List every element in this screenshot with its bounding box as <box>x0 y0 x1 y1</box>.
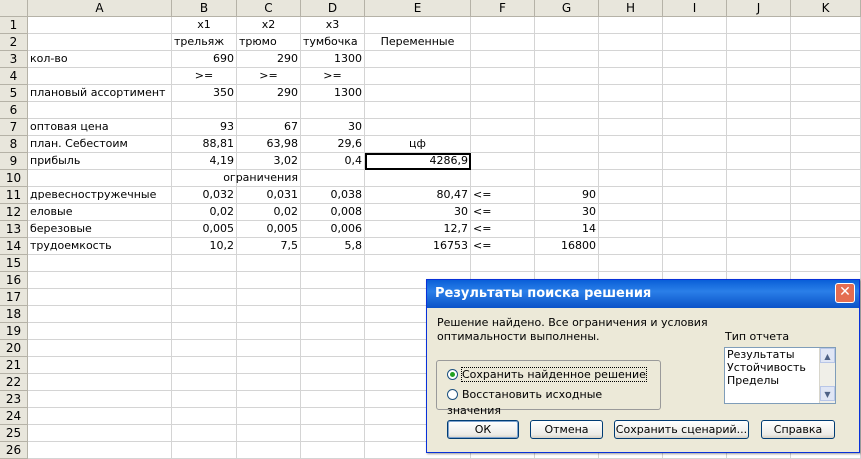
row-header-19[interactable]: 19 <box>0 323 28 340</box>
cell-a1[interactable] <box>28 17 172 34</box>
row-header-4[interactable]: 4 <box>0 68 28 85</box>
cell-c10[interactable]: ограничения <box>237 170 301 187</box>
cell-i9[interactable] <box>663 153 727 170</box>
cell-d18[interactable] <box>301 306 365 323</box>
cell-c24[interactable] <box>237 408 301 425</box>
cell-h2[interactable] <box>599 34 663 51</box>
report-item-results[interactable]: Результаты <box>727 348 795 361</box>
cell-b26[interactable] <box>172 442 237 459</box>
cell-h3[interactable] <box>599 51 663 68</box>
cell-f4[interactable] <box>471 68 535 85</box>
report-type-label: Тип отчета <box>725 330 790 343</box>
column-header-g[interactable]: G <box>535 0 599 17</box>
report-type-list[interactable] <box>724 347 836 404</box>
report-item-limits[interactable]: Пределы <box>727 374 780 387</box>
cell-b12[interactable]: 0,02 <box>172 204 237 221</box>
cell-d14[interactable]: 5,8 <box>301 238 365 255</box>
cell-e1[interactable] <box>365 17 471 34</box>
row-header-1[interactable]: 1 <box>0 17 28 34</box>
cell-f8[interactable] <box>471 136 535 153</box>
cell-h12[interactable] <box>599 204 663 221</box>
cell-k1[interactable] <box>791 17 861 34</box>
cell-d17[interactable] <box>301 289 365 306</box>
cell-b13[interactable]: 0,005 <box>172 221 237 238</box>
radio-keep-label[interactable]: Сохранить найденное решение <box>462 368 646 381</box>
cell-c17[interactable] <box>237 289 301 306</box>
cell-a16[interactable] <box>28 272 172 289</box>
row-header-5[interactable]: 5 <box>0 85 28 102</box>
cell-h9[interactable] <box>599 153 663 170</box>
cell-j9[interactable] <box>727 153 791 170</box>
cell-g4[interactable] <box>535 68 599 85</box>
cell-j5[interactable] <box>727 85 791 102</box>
cell-d22[interactable] <box>301 374 365 391</box>
cell-e12[interactable]: 30 <box>365 204 471 221</box>
cell-c19[interactable] <box>237 323 301 340</box>
cell-b4[interactable]: >= <box>172 68 237 85</box>
cell-f15[interactable] <box>471 255 535 272</box>
cell-b14[interactable]: 10,2 <box>172 238 237 255</box>
cell-j12[interactable] <box>727 204 791 221</box>
save-scenario-button[interactable]: Сохранить сценарий... <box>614 420 749 439</box>
column-header-j[interactable]: J <box>727 0 791 17</box>
cell-g3[interactable] <box>535 51 599 68</box>
cell-h14[interactable] <box>599 238 663 255</box>
cell-c3[interactable]: 290 <box>237 51 301 68</box>
cell-b21[interactable] <box>172 357 237 374</box>
cell-c16[interactable] <box>237 272 301 289</box>
cell-i13[interactable] <box>663 221 727 238</box>
cell-i8[interactable] <box>663 136 727 153</box>
cell-c14[interactable]: 7,5 <box>237 238 301 255</box>
cell-j4[interactable] <box>727 68 791 85</box>
cell-c4[interactable]: >= <box>237 68 301 85</box>
cell-i14[interactable] <box>663 238 727 255</box>
cell-a8[interactable]: план. Себестоим <box>28 136 172 153</box>
cell-e7[interactable] <box>365 119 471 136</box>
column-header-f[interactable]: F <box>471 0 535 17</box>
cell-h8[interactable] <box>599 136 663 153</box>
cell-b18[interactable] <box>172 306 237 323</box>
cell-a6[interactable] <box>28 102 172 119</box>
column-header-a[interactable]: A <box>28 0 172 17</box>
row-header-18[interactable]: 18 <box>0 306 28 323</box>
cell-f5[interactable] <box>471 85 535 102</box>
row-header-25[interactable]: 25 <box>0 425 28 442</box>
cell-d11[interactable]: 0,038 <box>301 187 365 204</box>
cell-b17[interactable] <box>172 289 237 306</box>
row-header-12[interactable]: 12 <box>0 204 28 221</box>
radio-restore-label[interactable]: Восстановить исходные значения <box>447 388 603 417</box>
cell-k9[interactable] <box>791 153 861 170</box>
cell-j11[interactable] <box>727 187 791 204</box>
cell-d15[interactable] <box>301 255 365 272</box>
cell-e9[interactable]: 4286,9 <box>365 153 471 170</box>
cell-d13[interactable]: 0,006 <box>301 221 365 238</box>
cell-e6[interactable] <box>365 102 471 119</box>
cell-j8[interactable] <box>727 136 791 153</box>
cell-i7[interactable] <box>663 119 727 136</box>
cell-c6[interactable] <box>237 102 301 119</box>
cell-c12[interactable]: 0,02 <box>237 204 301 221</box>
cell-k4[interactable] <box>791 68 861 85</box>
cell-f3[interactable] <box>471 51 535 68</box>
cell-c26[interactable] <box>237 442 301 459</box>
cell-a13[interactable]: березовые <box>28 221 172 238</box>
cell-a15[interactable] <box>28 255 172 272</box>
cell-g14[interactable]: 16800 <box>535 238 599 255</box>
cell-g6[interactable] <box>535 102 599 119</box>
cell-b6[interactable] <box>172 102 237 119</box>
cell-a23[interactable] <box>28 391 172 408</box>
row-header-15[interactable]: 15 <box>0 255 28 272</box>
cell-b15[interactable] <box>172 255 237 272</box>
cell-k10[interactable] <box>791 170 861 187</box>
cell-d5[interactable]: 1300 <box>301 85 365 102</box>
ok-button[interactable]: ОК <box>447 420 519 439</box>
column-header-k[interactable]: K <box>791 0 861 17</box>
cell-b5[interactable]: 350 <box>172 85 237 102</box>
cell-h6[interactable] <box>599 102 663 119</box>
column-header-c[interactable]: C <box>237 0 301 17</box>
cell-j13[interactable] <box>727 221 791 238</box>
cell-i15[interactable] <box>663 255 727 272</box>
cell-c23[interactable] <box>237 391 301 408</box>
cell-b2[interactable]: трельяж <box>172 34 237 51</box>
cell-c1[interactable]: x2 <box>237 17 301 34</box>
cell-a19[interactable] <box>28 323 172 340</box>
scroll-up-icon[interactable]: ▲ <box>820 348 835 363</box>
cell-h1[interactable] <box>599 17 663 34</box>
cell-b1[interactable]: x1 <box>172 17 237 34</box>
cell-f7[interactable] <box>471 119 535 136</box>
row-header-20[interactable]: 20 <box>0 340 28 357</box>
dialog-title-bar[interactable] <box>427 280 859 308</box>
row-header-8[interactable]: 8 <box>0 136 28 153</box>
cell-b23[interactable] <box>172 391 237 408</box>
column-header-h[interactable]: H <box>599 0 663 17</box>
cell-c9[interactable]: 3,02 <box>237 153 301 170</box>
cell-c25[interactable] <box>237 425 301 442</box>
cell-b22[interactable] <box>172 374 237 391</box>
row-header-26[interactable]: 26 <box>0 442 28 459</box>
cell-i5[interactable] <box>663 85 727 102</box>
cell-d8[interactable]: 29,6 <box>301 136 365 153</box>
cell-e15[interactable] <box>365 255 471 272</box>
cell-e8[interactable]: цф <box>365 136 471 153</box>
cell-f11[interactable]: <= <box>471 187 535 204</box>
cell-a26[interactable] <box>28 442 172 459</box>
cell-d6[interactable] <box>301 102 365 119</box>
cell-j7[interactable] <box>727 119 791 136</box>
cell-k3[interactable] <box>791 51 861 68</box>
cell-i2[interactable] <box>663 34 727 51</box>
row-header-3[interactable]: 3 <box>0 51 28 68</box>
cell-h13[interactable] <box>599 221 663 238</box>
row-header-14[interactable]: 14 <box>0 238 28 255</box>
row-header-10[interactable]: 10 <box>0 170 28 187</box>
cell-i11[interactable] <box>663 187 727 204</box>
cell-c15[interactable] <box>237 255 301 272</box>
cell-k14[interactable] <box>791 238 861 255</box>
solver-results-dialog <box>426 279 860 453</box>
cell-j1[interactable] <box>727 17 791 34</box>
cell-i1[interactable] <box>663 17 727 34</box>
cell-h4[interactable] <box>599 68 663 85</box>
cell-k6[interactable] <box>791 102 861 119</box>
cell-c18[interactable] <box>237 306 301 323</box>
cell-c2[interactable]: трюмо <box>237 34 301 51</box>
close-icon[interactable]: ✕ <box>835 283 855 303</box>
cell-a21[interactable] <box>28 357 172 374</box>
cell-j15[interactable] <box>727 255 791 272</box>
cell-d2[interactable]: тумбочка <box>301 34 365 51</box>
cell-a9[interactable]: прибыль <box>28 153 172 170</box>
column-header-d[interactable]: D <box>301 0 365 17</box>
column-header-b[interactable]: B <box>172 0 237 17</box>
cell-b9[interactable]: 4,19 <box>172 153 237 170</box>
cell-d24[interactable] <box>301 408 365 425</box>
cell-e2[interactable]: Переменные <box>365 34 471 51</box>
cell-c11[interactable]: 0,031 <box>237 187 301 204</box>
cell-e10[interactable] <box>365 170 471 187</box>
report-item-sensitivity[interactable]: Устойчивость <box>727 361 806 374</box>
cell-e3[interactable] <box>365 51 471 68</box>
row-header-16[interactable]: 16 <box>0 272 28 289</box>
row-header-7[interactable]: 7 <box>0 119 28 136</box>
cell-k5[interactable] <box>791 85 861 102</box>
cell-g15[interactable] <box>535 255 599 272</box>
cell-d4[interactable]: >= <box>301 68 365 85</box>
radio-selected-icon[interactable] <box>447 369 458 380</box>
cell-j14[interactable] <box>727 238 791 255</box>
cell-d3[interactable]: 1300 <box>301 51 365 68</box>
cell-i10[interactable] <box>663 170 727 187</box>
cell-g7[interactable] <box>535 119 599 136</box>
cell-a24[interactable] <box>28 408 172 425</box>
radio-restore-values[interactable] <box>447 387 657 417</box>
cell-c8[interactable]: 63,98 <box>237 136 301 153</box>
row-header-21[interactable]: 21 <box>0 357 28 374</box>
cell-d25[interactable] <box>301 425 365 442</box>
row-header-17[interactable]: 17 <box>0 289 28 306</box>
cell-b16[interactable] <box>172 272 237 289</box>
row-header-23[interactable]: 23 <box>0 391 28 408</box>
cell-g8[interactable] <box>535 136 599 153</box>
cell-k13[interactable] <box>791 221 861 238</box>
cell-g5[interactable] <box>535 85 599 102</box>
cell-e13[interactable]: 12,7 <box>365 221 471 238</box>
cell-g12[interactable]: 30 <box>535 204 599 221</box>
cell-c7[interactable]: 67 <box>237 119 301 136</box>
report-list-scrollbar[interactable] <box>819 348 835 403</box>
cell-j2[interactable] <box>727 34 791 51</box>
cell-g1[interactable] <box>535 17 599 34</box>
cell-a7[interactable]: оптовая цена <box>28 119 172 136</box>
cell-k11[interactable] <box>791 187 861 204</box>
cell-a5[interactable]: плановый ассортимент <box>28 85 172 102</box>
cell-d20[interactable] <box>301 340 365 357</box>
row-header-2[interactable]: 2 <box>0 34 28 51</box>
cell-f13[interactable]: <= <box>471 221 535 238</box>
cell-d12[interactable]: 0,008 <box>301 204 365 221</box>
cell-k15[interactable] <box>791 255 861 272</box>
cell-i12[interactable] <box>663 204 727 221</box>
cell-j10[interactable] <box>727 170 791 187</box>
cell-a4[interactable] <box>28 68 172 85</box>
row-header-11[interactable]: 11 <box>0 187 28 204</box>
cell-b25[interactable] <box>172 425 237 442</box>
cell-a3[interactable]: кол-во <box>28 51 172 68</box>
cell-k2[interactable] <box>791 34 861 51</box>
cell-d10[interactable] <box>301 170 365 187</box>
cell-i6[interactable] <box>663 102 727 119</box>
cancel-button[interactable]: Отмена <box>530 420 603 439</box>
cell-k12[interactable] <box>791 204 861 221</box>
select-all-corner[interactable] <box>0 0 28 17</box>
cell-e11[interactable]: 80,47 <box>365 187 471 204</box>
cell-a17[interactable] <box>28 289 172 306</box>
cell-a22[interactable] <box>28 374 172 391</box>
cell-a14[interactable]: трудоемкость <box>28 238 172 255</box>
cell-i4[interactable] <box>663 68 727 85</box>
cell-a18[interactable] <box>28 306 172 323</box>
help-button[interactable]: Справка <box>761 420 835 439</box>
cell-g9[interactable] <box>535 153 599 170</box>
cell-g11[interactable]: 90 <box>535 187 599 204</box>
cell-f6[interactable] <box>471 102 535 119</box>
cell-d1[interactable]: x3 <box>301 17 365 34</box>
cell-c20[interactable] <box>237 340 301 357</box>
cell-d7[interactable]: 30 <box>301 119 365 136</box>
solution-options-group <box>436 360 661 417</box>
radio-keep-solution[interactable] <box>447 367 657 383</box>
cell-g13[interactable]: 14 <box>535 221 599 238</box>
cell-j3[interactable] <box>727 51 791 68</box>
cell-k7[interactable] <box>791 119 861 136</box>
cell-f9[interactable] <box>471 153 535 170</box>
dialog-title: Результаты поиска решения <box>435 286 652 301</box>
cell-a10[interactable] <box>28 170 172 187</box>
cell-h5[interactable] <box>599 85 663 102</box>
cell-b8[interactable]: 88,81 <box>172 136 237 153</box>
row-header-9[interactable]: 9 <box>0 153 28 170</box>
cell-k8[interactable] <box>791 136 861 153</box>
cell-b11[interactable]: 0,032 <box>172 187 237 204</box>
row-header-13[interactable]: 13 <box>0 221 28 238</box>
cell-f12[interactable]: <= <box>471 204 535 221</box>
cell-a20[interactable] <box>28 340 172 357</box>
cell-a12[interactable]: еловые <box>28 204 172 221</box>
cell-a25[interactable] <box>28 425 172 442</box>
cell-b3[interactable]: 690 <box>172 51 237 68</box>
cell-e14[interactable]: 16753 <box>365 238 471 255</box>
cell-i3[interactable] <box>663 51 727 68</box>
cell-d26[interactable] <box>301 442 365 459</box>
column-header-e[interactable]: E <box>365 0 471 17</box>
cell-f14[interactable]: <= <box>471 238 535 255</box>
cell-b20[interactable] <box>172 340 237 357</box>
cell-f1[interactable] <box>471 17 535 34</box>
row-header-22[interactable]: 22 <box>0 374 28 391</box>
cell-b19[interactable] <box>172 323 237 340</box>
cell-a11[interactable]: древесностружечные <box>28 187 172 204</box>
cell-a2[interactable] <box>28 34 172 51</box>
cell-f10[interactable] <box>471 170 535 187</box>
cell-f2[interactable] <box>471 34 535 51</box>
cell-c22[interactable] <box>237 374 301 391</box>
cell-c13[interactable]: 0,005 <box>237 221 301 238</box>
cell-h7[interactable] <box>599 119 663 136</box>
cell-d16[interactable] <box>301 272 365 289</box>
scroll-down-icon[interactable]: ▼ <box>820 386 835 401</box>
cell-h15[interactable] <box>599 255 663 272</box>
cell-h11[interactable] <box>599 187 663 204</box>
row-header-6[interactable]: 6 <box>0 102 28 119</box>
cell-g2[interactable] <box>535 34 599 51</box>
cell-d21[interactable] <box>301 357 365 374</box>
cell-d9[interactable]: 0,4 <box>301 153 365 170</box>
cell-d23[interactable] <box>301 391 365 408</box>
cell-h10[interactable] <box>599 170 663 187</box>
cell-d19[interactable] <box>301 323 365 340</box>
cell-g10[interactable] <box>535 170 599 187</box>
cell-c21[interactable] <box>237 357 301 374</box>
cell-j6[interactable] <box>727 102 791 119</box>
cell-e5[interactable] <box>365 85 471 102</box>
column-header-i[interactable]: I <box>663 0 727 17</box>
row-header-24[interactable]: 24 <box>0 408 28 425</box>
cell-b24[interactable] <box>172 408 237 425</box>
dialog-message: Решение найдено. Все ограничения и условия оптимальности выполнены. <box>437 316 708 343</box>
cell-c5[interactable]: 290 <box>237 85 301 102</box>
cell-e4[interactable] <box>365 68 471 85</box>
radio-unselected-icon[interactable] <box>447 389 458 400</box>
cell-b7[interactable]: 93 <box>172 119 237 136</box>
